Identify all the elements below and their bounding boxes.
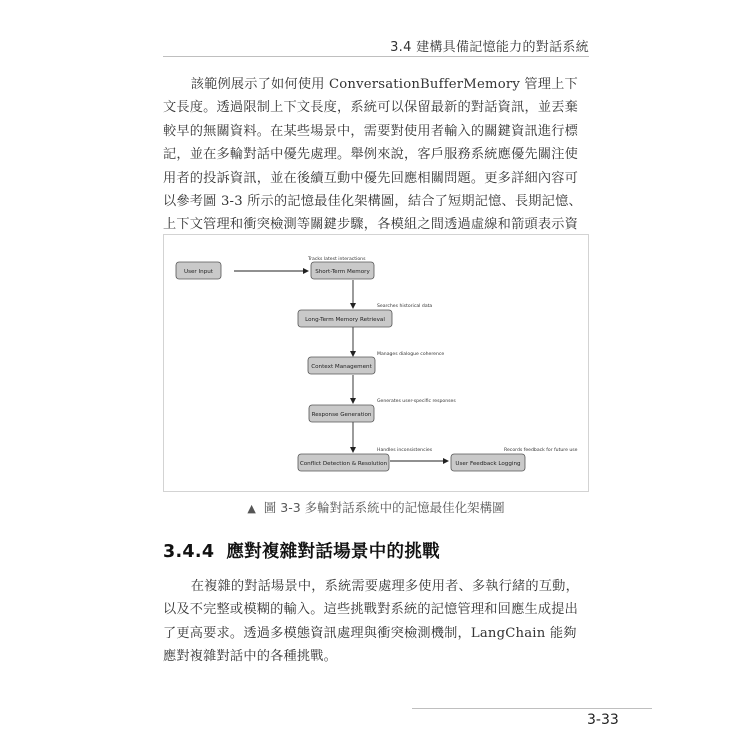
edge-label-generates: Generates user-specific responses: [377, 399, 456, 404]
page-number: 3-33: [587, 712, 619, 728]
figure-3-3: [163, 234, 589, 492]
edge-label-records: Records feedback for future use: [504, 448, 578, 453]
section-number: 3.4.4: [163, 542, 215, 562]
svg-text:Context Management: Context Management: [311, 364, 372, 370]
footer-divider: [412, 708, 652, 709]
section-title-text: 應對複雜對話場景中的挑戰: [226, 542, 440, 562]
edge-label-manages: Manages dialogue coherence: [377, 352, 445, 357]
figure-caption: [163, 498, 589, 516]
node-response-generation: [309, 405, 374, 422]
running-header: 3.4 建構具備記憶能力的對話系統: [390, 40, 589, 55]
architecture-diagram: [164, 235, 588, 491]
node-context-management: [308, 357, 375, 374]
svg-text:User Input: User Input: [183, 269, 214, 275]
svg-text:Response Generation: Response Generation: [311, 412, 372, 418]
figure-caption-text: 圖 3-3 多輪對話系統中的記憶最佳化架構圖: [263, 500, 505, 515]
node-user-feedback-logging: [451, 454, 525, 471]
header-divider: [163, 56, 589, 57]
edge-label-searches: Searches historical data: [377, 304, 433, 309]
edge-label-handles: Handles inconsistencies: [377, 448, 433, 453]
node-user-input: [176, 262, 221, 279]
svg-text:Conflict Detection & Resolutio: Conflict Detection & Resolution: [299, 461, 388, 467]
node-short-term-memory: [311, 262, 374, 279]
triangle-icon: ▲: [247, 502, 256, 515]
body-paragraph-2: 在複雜的對話場景中，系統需要處理多使用者、多執行緒的互動，以及不完整或模糊的輸入。這些挑戰對系統的記憶管理和回應生成提出了更高要求。透過多模態資訊處理與衝突檢測機制，LangChain 能夠應對複雜對話中的各種挑戰。: [163, 579, 579, 665]
svg-text:User Feedback Logging: User Feedback Logging: [455, 461, 521, 467]
section-heading: [163, 538, 440, 563]
svg-text:Long-Term Memory Retrieval: Long-Term Memory Retrieval: [305, 317, 385, 323]
node-long-term-memory-retrieval: [298, 310, 392, 327]
body-paragraph-1: 該範例展示了如何使用 ConversationBufferMemory 管理上下文長度。透過限制上下文長度，系統可以保留最新的對話資訊，並丟棄較早的無關資料。在某些場景中，需要對使用者輸入的關鍵資訊進行標記，並在多輪對話中優先處理。舉例來說，客戶服務系統應優先關注使用者的投訴資訊，並在後續互動中優先回應相關問題。更多詳細內容可以參考圖 3-3 所示的記憶最佳化架構圖，結合了短期記憶、長期記憶、上下文管理和衝突檢測等關鍵步驟，各模組之間透過虛線和箭頭表示資: [163, 77, 582, 233]
edge-label-tracks: Tracks latest interactions: [308, 257, 366, 262]
node-conflict-detection: [298, 454, 389, 471]
svg-text:Short-Term Memory: Short-Term Memory: [315, 269, 370, 275]
